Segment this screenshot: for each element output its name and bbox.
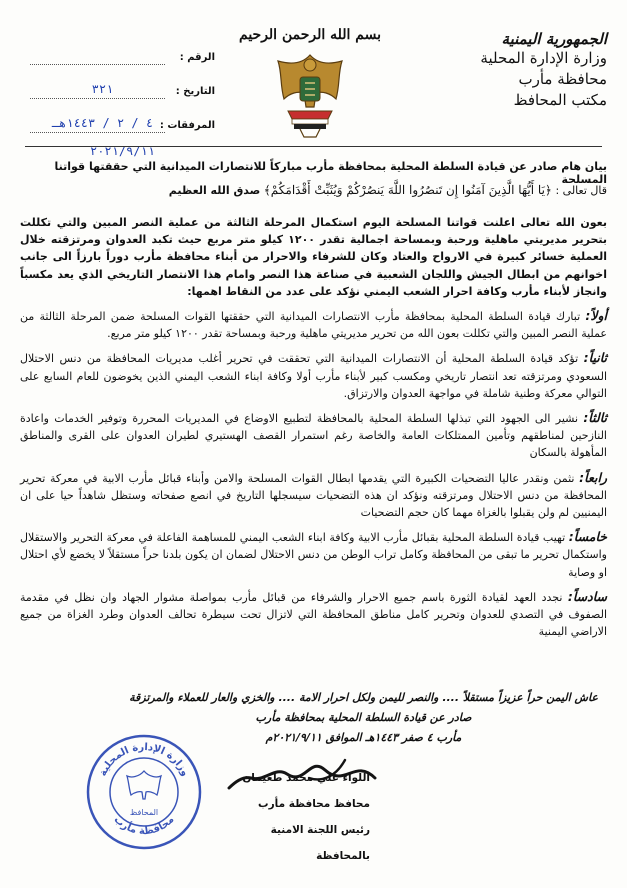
letterhead-right [407,30,607,111]
point-text: نشير الى الجهود التي تبذلها السلطة المحلية بالمحافظة لتطبيع الاوضاع في المديريات المحررة وتوفير الخدمات واعادة النازحين لمناطقهم وتأمين الممتلكات العامة والخاصة رغم استمرار القصف الهستيري لطيران العدوان على القرى والمناطق المأهولة بالسكان [20,412,607,460]
point-label: خامساً: [568,529,607,545]
point-label: أولاً: [585,308,608,324]
reference-block [30,48,215,158]
point-label: رابعاً: [579,469,607,485]
attach-value: ٤ / ٢ / ١٤٤٣هـ [51,116,154,130]
basmala: بسم الله الرحمن الرحيم [239,27,381,43]
office-name: مكتب المحافظ [513,91,607,109]
point-label: ثانياً: [583,350,607,366]
ref-label: الرقم : [179,52,215,63]
governorate-name: محافظة مأرب [518,70,607,88]
point-text: تهيب قيادة السلطة المحلية بقبائل مأرب الابية وكافة ابناء الشعب اليمني للمساهمة الفاعلة في معركة التحرير والاستقلال واستكمال تحرير ما تبقى من المحافظة وكامل تراب الوطن من دنس الاحتلال لضمان ان يكون بلدنا حراً مستقلاً لا يخضع لأي احتلال او وصاية [20,531,607,579]
statement-body [20,214,607,647]
point-text: تبارك قيادة السلطة المحلية بمحافظة مأرب الانتصارات الميدانية التي حققتها القوات المسلحة ضمن المرحلة الثالثة من عملية النصر المبين والتي تكللت بعون الله من تحرير مديريتي ماهلية ورحبة وبمساحة تقدر ١٢٠٠ كيلو متر مربع. [20,310,607,341]
official-stamp-icon [85,733,203,851]
statement-title: بيان هام صادر عن قيادة السلطة المحلية بمحافظة مأرب مباركاً للانتصارات الميدانية التي حققتها قواتنا المسلحة [54,160,607,186]
attach-label: المرفقات : [159,120,215,131]
date-label: التاريخ : [175,86,215,97]
point-2 [20,349,607,402]
point-5 [20,528,607,581]
date-line [30,98,165,99]
point-text: نجدد العهد لقيادة الثورة باسم جميع الاحرار والشرفاء من قبائل مأرب بمواصلة مشوار الجهاد وان نظل في مقدمة الصفوف في التصدي للعدوان وتحرير كامل مناطق المحافظة التي لاتزال تحت سيطرة تحالف العدوان وطرد الغزاة من جميع الاراضي اليمنية [20,590,607,639]
attach-row [30,116,215,150]
signatory-title: محافظ محافظة مأرب [258,798,370,810]
attach-value-2: ٢٠٢١/٩/١١ [89,144,156,158]
signatory-block [220,765,370,869]
point-4 [20,469,607,522]
point-3 [20,409,607,462]
signatory-role: رئيس اللجنة الامنية بالمحافظة [270,824,370,862]
closing-slogan: عاش اليمن حراً عزيزاً مستقلاً .... والنصر لليمن ولكل احرار الامة .... والخزي والعار للعملاء والمرتزقة [129,691,598,704]
stamp-inner-text: المحافظ [129,808,159,817]
point-text: نثمن ونقدر عاليا التضحيات الكبيرة التي يقدمها ابطال القوات المسلحة والامن وأبناء قبائل مأرب الابية في معركة تحرير المحافظة من دنس الاحتلال ومرتزقته ونؤكد ان هذه التضحيات سيسجلها التاريخ في انصع صفحاته وستظل شاهداً حيا على ان اليمنيين لم ولن يقبلوا بالغزاة مهما كان حجم التضحيات [20,471,607,520]
attach-line [30,132,165,133]
date-value: ٣٢١ [91,82,114,96]
point-text: تؤكد قيادة السلطة المحلية أن الانتصارات الميدانية التي تحققت في تحرير أغلب مديريات المحافظة من دنس الاحتلال السعودي ومرتزقته تعد انتصار تاريخي ومكسب كبير لأبناء مأرب أولا وكافة ابناء الشعب اليمني الذين يخوضون للعام السابع على التوالي معركة وطنية شاملة في مواجهة العدوان والارتزاق. [20,352,607,400]
ref-row [30,48,215,82]
point-6 [20,588,607,641]
quote-sadaq: صدق الله العظيم [168,184,261,197]
closing-date: مأرب ٤ صفر ١٤٤٣هـ الموافق ٢٠٢١/٩/١١م [265,731,462,744]
stamp-bottom-text: محافظة مأرب [111,814,177,838]
ministry-name: وزارة الإدارة المحلية [480,49,607,67]
quote-intro: قال تعالى : [555,184,607,197]
intro-paragraph: بعون الله تعالى اعلنت قواتنا المسلحة اليوم استكمال المرحلة الثالثة من عملية النصر المبين والتي تكللت بتحرير مديريتي ماهلية ورحبة وبمساحة اجمالية تقدر ١٢٠٠ كيلو متر مربع حيث تكبد العدوان ومرتزقته خلال العملية خسائر كبيرة في الارواح والعتاد وكان للشرفاء والاحرار من أبناء محافظة مأرب دوراً بارزاً الى جانب اخوانهم من ابطال الجيش واللجان الشعبية في صناعة هذا النصر وامام هذا الانتصار التاريخي الذي يعد مكسباً وانجاز لأبناء مأرب وكافة احرار الشعب اليمني نؤكد على عدد من النقاط اهمها: [20,216,607,298]
yemen-eagle-emblem-icon [270,47,350,139]
point-label: ثالثاً: [583,410,607,426]
header-divider [25,146,602,147]
date-row [30,82,215,116]
point-label: سادساً: [567,588,608,604]
quran-quote [20,183,607,197]
gov-name: الجمهورية اليمنية [501,30,607,48]
signatory-name: اللواء علي محمد طعيمان [242,772,370,784]
ref-line [30,64,165,65]
point-1 [20,307,607,342]
stamp-top-text: وزارة الإدارة المحلية [97,741,191,779]
letterhead-center [225,27,395,139]
closing-issued: صادر عن قيادة السلطة المحلية بمحافظة مأرب [255,711,472,724]
quote-verse: ﴿يَا أَيُّهَا الَّذِينَ آمَنُوا إِن تَنصُرُوا اللَّهَ يَنصُرْكُمْ وَيُثَبِّتْ أَقْدَامَكُمْ﴾ [263,183,552,197]
